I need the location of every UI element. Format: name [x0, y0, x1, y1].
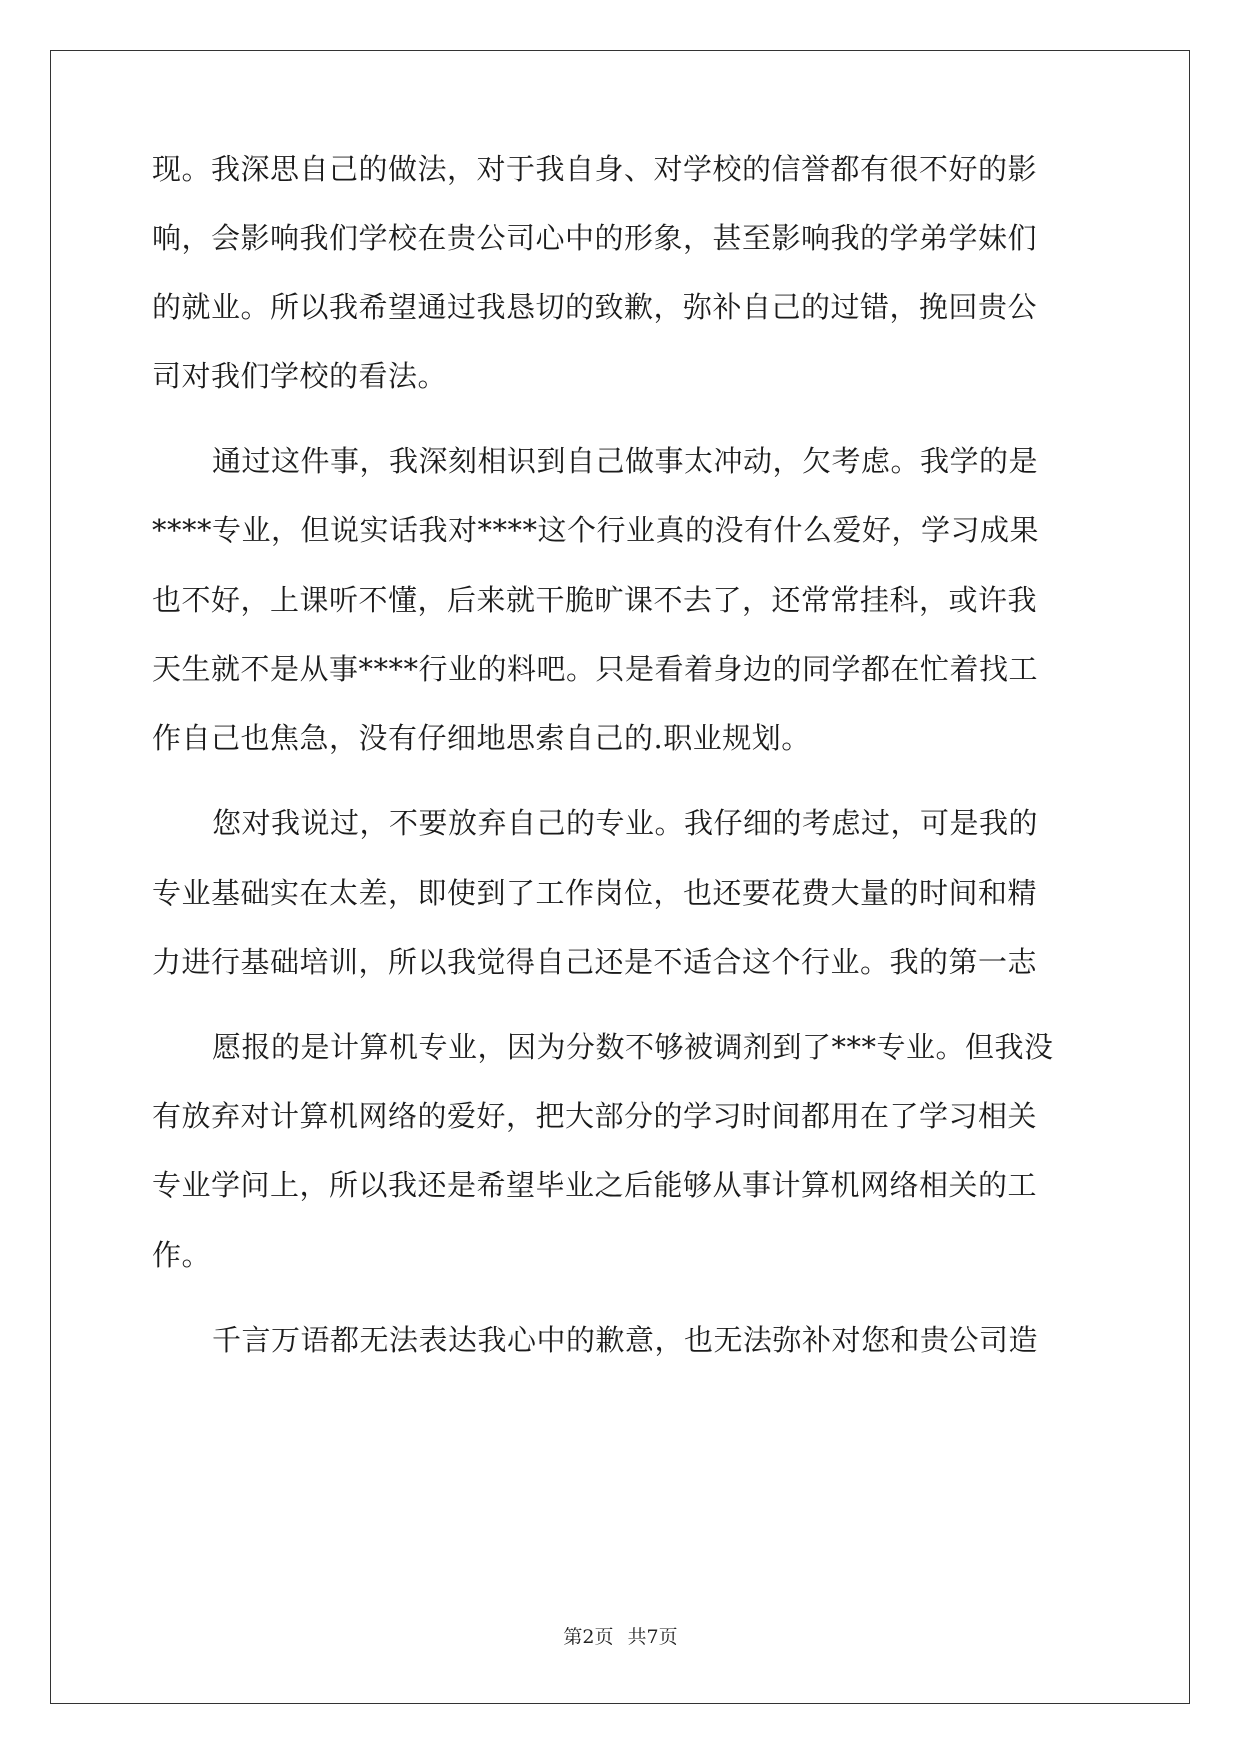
paragraph-start-line: 通过这件事，我深刻相识到自己做事太冲动，欠考虑。我学的是: [212, 444, 1039, 478]
paragraph-start-line: 愿报的是计算机专业，因为分数不够被调剂到了***专业。但我没: [212, 1030, 1054, 1064]
text-line: 天生就不是从事****行业的料吧。只是看着身边的同学都在忙着找工: [152, 652, 1039, 686]
text-line: 的就业。所以我希望通过我恳切的致歉，弥补自己的过错，挽回贵公: [152, 290, 1038, 324]
text-line: 也不好，上课听不懂，后来就干脆旷课不去了，还常常挂科，或许我: [152, 583, 1038, 617]
text-line: 司对我们学校的看法。: [152, 359, 448, 393]
page-footer: [0, 1625, 1241, 1649]
text-line: 力进行基础培训，所以我觉得自己还是不适合这个行业。我的第一志: [152, 945, 1038, 979]
text-line: 响，会影响我们学校在贵公司心中的形象，甚至影响我的学弟学妹们: [152, 221, 1038, 255]
text-line: 作自己也焦急，没有仔细地思索自己的.职业规划。: [152, 721, 811, 755]
text-line: ****专业，但说实话我对****这个行业真的没有什么爱好，学习成果: [152, 513, 1040, 547]
page-number: 第2页: [563, 1626, 614, 1648]
text-line: 作。: [152, 1238, 212, 1272]
text-line: 专业学问上，所以我还是希望毕业之后能够从事计算机网络相关的工: [152, 1168, 1038, 1202]
paragraph-start-line: 您对我说过，不要放弃自己的专业。我仔细的考虑过，可是我的: [212, 806, 1039, 840]
text-line: 现。我深思自己的做法，对于我自身、对学校的信誉都有很不好的影: [152, 152, 1038, 186]
text-line: 专业基础实在太差，即使到了工作岗位，也还要花费大量的时间和精: [152, 876, 1038, 910]
page-total: 共7页: [627, 1626, 678, 1648]
paragraph-start-line: 千言万语都无法表达我心中的歉意，也无法弥补对您和贵公司造: [212, 1323, 1039, 1357]
text-line: 有放弃对计算机网络的爱好，把大部分的学习时间都用在了学习相关: [152, 1099, 1038, 1133]
